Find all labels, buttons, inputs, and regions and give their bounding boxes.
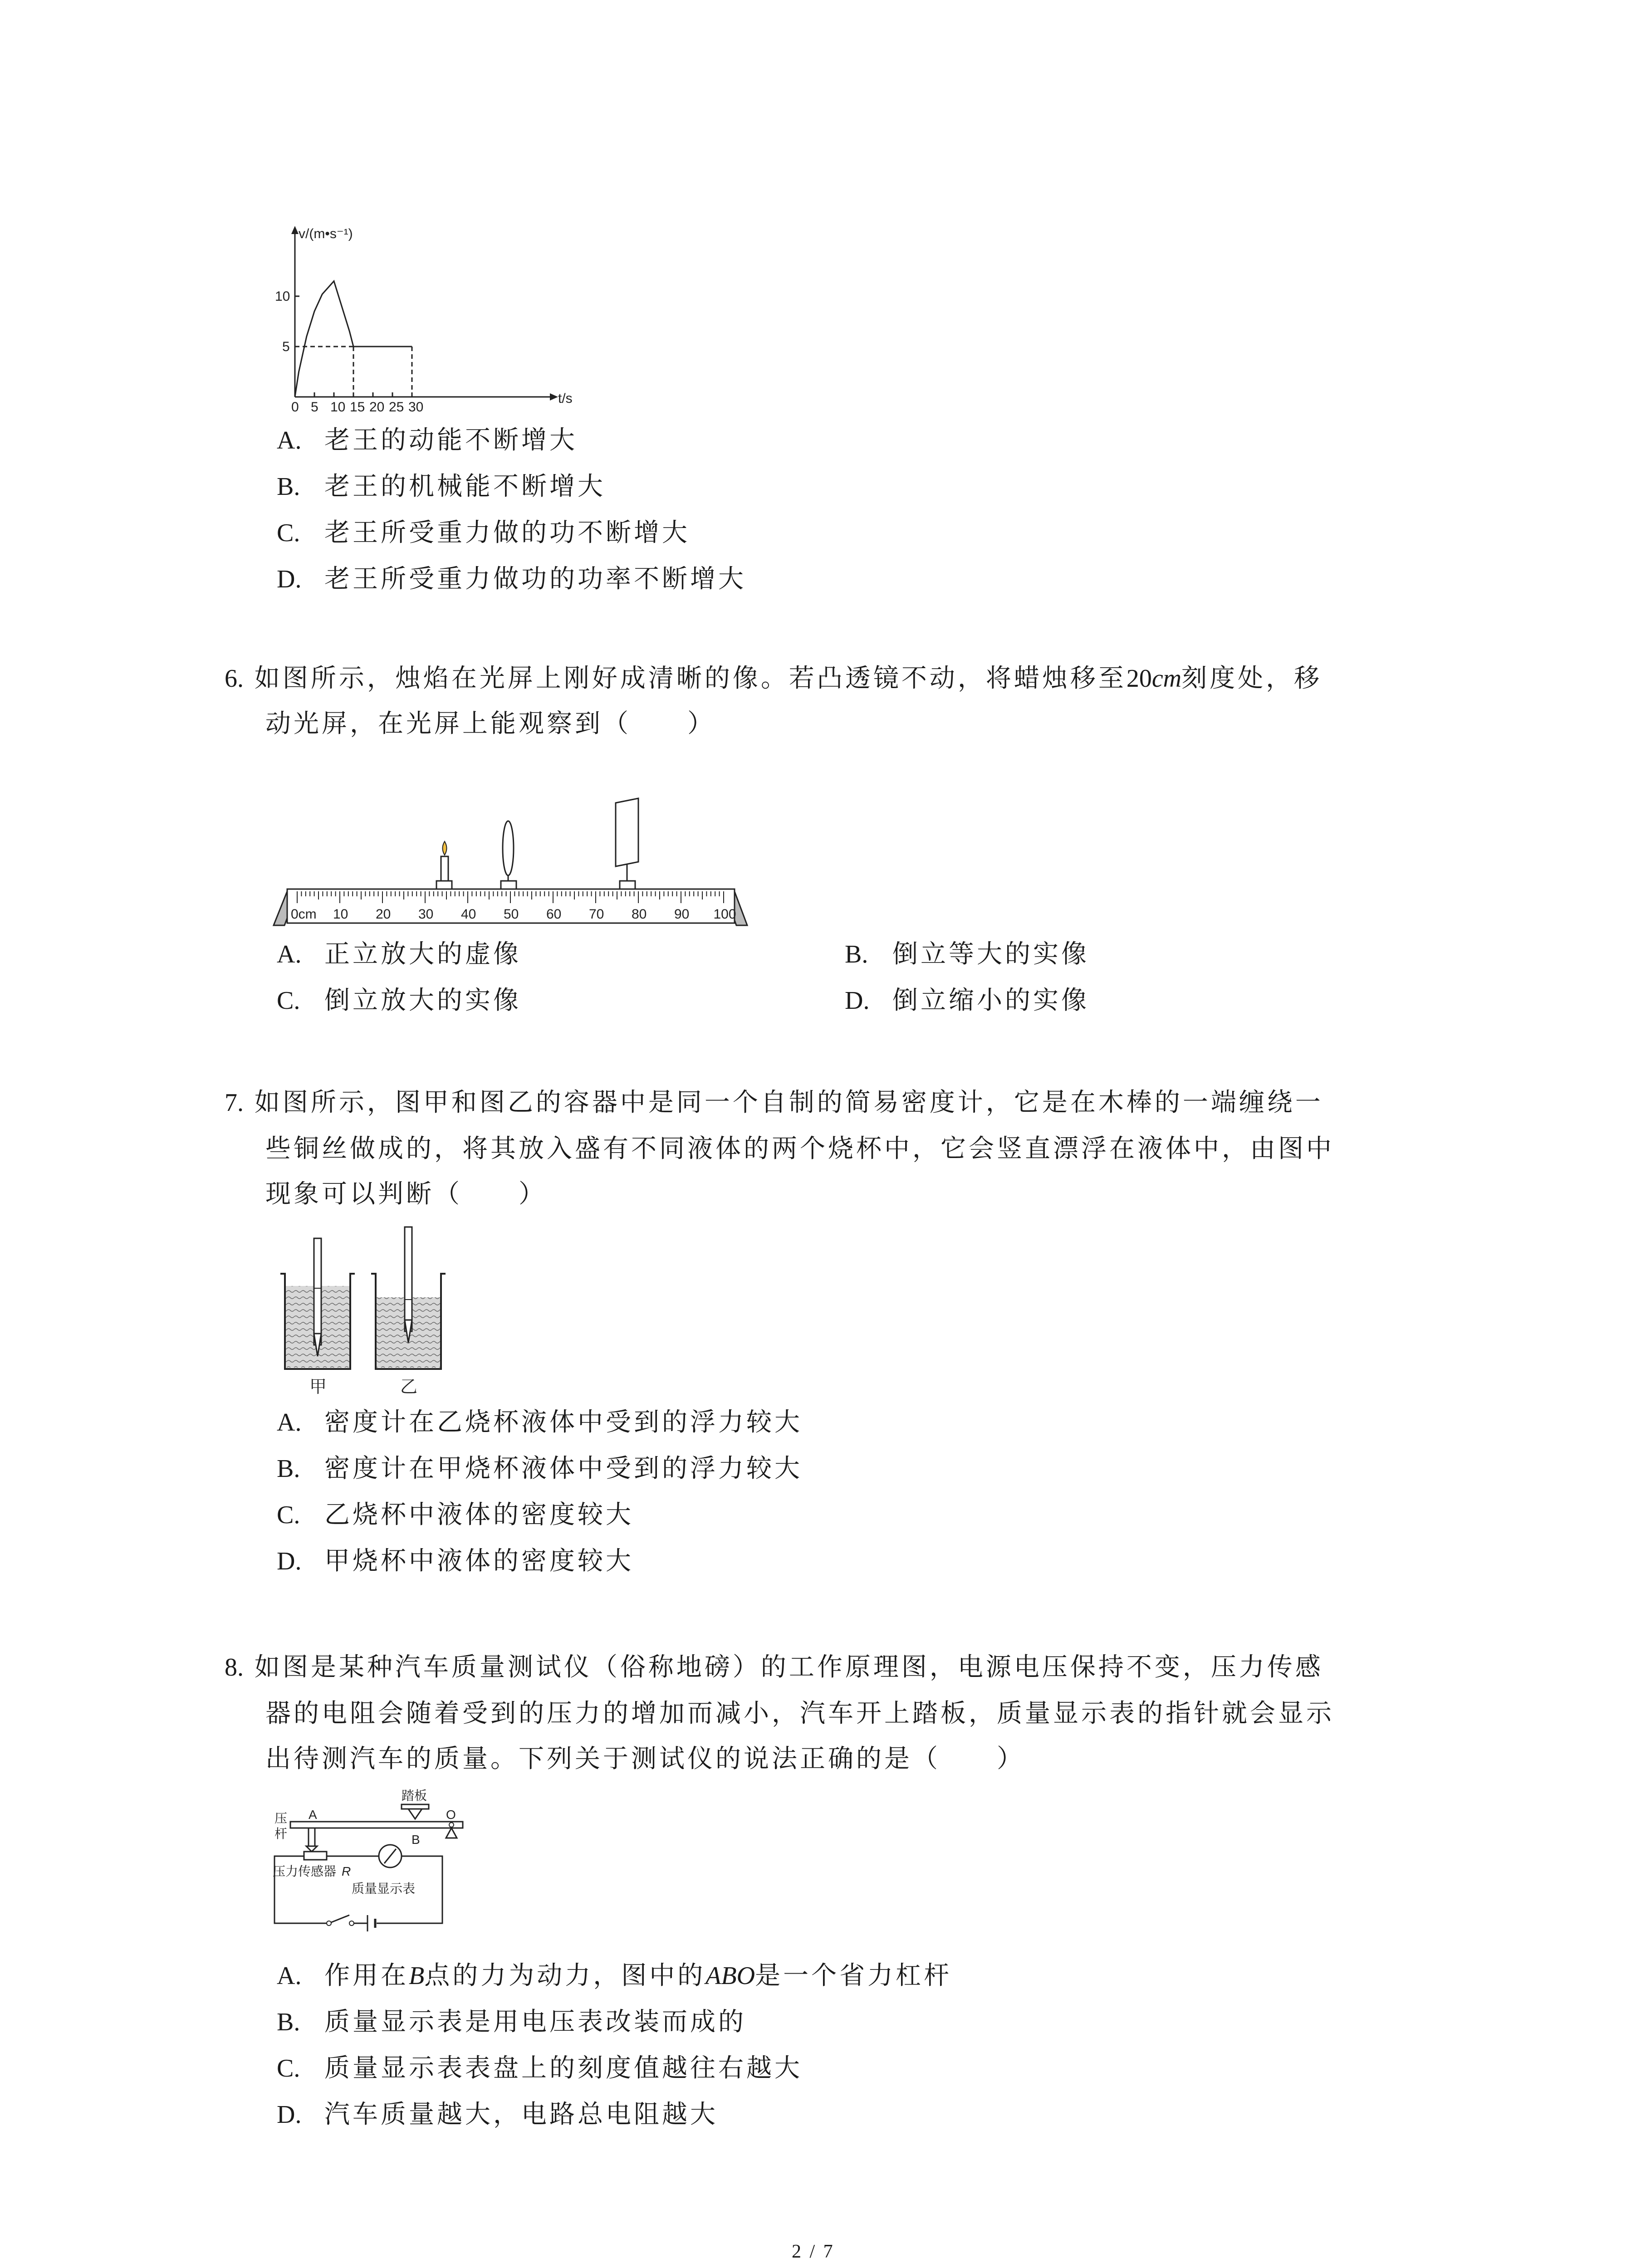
ruler-label: 100: [713, 907, 736, 922]
q8-stem-line3: 出待测汽车的质量。下列关于测试仪的说法正确的是（ ）: [265, 1744, 1025, 1774]
page-number: 2 / 7: [792, 2241, 835, 2262]
q5-option-c: C. 老王所受重力做的功不断增大: [277, 518, 690, 547]
svg-text:踏板: 踏板: [402, 1789, 427, 1803]
q8-stem-line1: 8. 如图是某种汽车质量测试仪（俗称地磅）的工作原理图，电源电压保持不变，压力传感: [225, 1652, 1323, 1682]
density-meter-yi: [405, 1227, 412, 1331]
ruler-label: 50: [504, 907, 519, 922]
convex-lens: [503, 821, 514, 875]
q8-scale-circuit-figure: [270, 1787, 483, 1950]
q5-velocity-time-graph: [272, 218, 590, 413]
ruler-label: 20: [376, 907, 391, 922]
ruler-label: 40: [461, 907, 476, 922]
q6-option-a: A. 正立放大的虚像: [277, 939, 521, 969]
x-tick-label: 30: [408, 400, 424, 413]
x-tick-label: 5: [311, 400, 318, 413]
q7-number: 7.: [225, 1089, 244, 1117]
label-jia: 甲: [309, 1378, 327, 1397]
fulcrum: [446, 1828, 457, 1838]
q7-stem-line1: 7. 如图所示，图甲和图乙的容器中是同一个自制的简易密度计，它是在木棒的一端缠绕一: [225, 1088, 1323, 1117]
svg-text:A: A: [309, 1808, 317, 1822]
q8-option-c: C. 质量显示表表盘上的刻度值越往右越大: [277, 2053, 803, 2083]
ruler-label: 90: [674, 907, 690, 922]
q7-density-meter-figure: [272, 1225, 463, 1402]
svg-text:压: 压: [274, 1811, 288, 1825]
q7-option-d: D. 甲烧杯中液体的密度较大: [277, 1546, 634, 1576]
q7-option-c: C. 乙烧杯中液体的密度较大: [277, 1500, 634, 1530]
ruler-label: 70: [589, 907, 604, 922]
y-tick-label: 5: [282, 339, 290, 354]
y-axis-arrow: [291, 226, 299, 234]
q6-stem-line2: 动光屏，在光屏上能观察到（ ）: [265, 709, 715, 738]
q7-stem-line2: 些铜丝做成的，将其放入盛有不同液体的两个烧杯中，它会竖直漂浮在液体中，由图中: [265, 1134, 1334, 1163]
light-screen: [616, 798, 638, 866]
svg-text:R: R: [342, 1864, 351, 1878]
q5-option-a: A. 老王的动能不断增大: [277, 425, 578, 455]
press-rod: [309, 1828, 315, 1846]
y-axis-label: v/(m•s⁻¹): [299, 226, 353, 241]
q6-optical-bench-figure: [270, 794, 755, 934]
x-axis-arrow: [550, 393, 558, 401]
q6-number: 6.: [225, 665, 244, 693]
x-tick-label: 20: [369, 400, 385, 413]
q8-option-a: A. 作用在B点的力为动力，图中的ABO是一个省力杠杆: [277, 1961, 952, 1990]
svg-text:杆: 杆: [274, 1827, 288, 1841]
q8-option-d: D. 汽车质量越大，电路总电阻越大: [277, 2100, 718, 2129]
ruler-label: 60: [546, 907, 562, 922]
q6-option-c: C. 倒立放大的实像: [277, 986, 521, 1015]
q7-stem-line3: 现象可以判断（ ）: [265, 1179, 547, 1209]
x-tick-label: 25: [389, 400, 404, 413]
q8-number: 8.: [225, 1653, 244, 1681]
ruler-label: 30: [418, 907, 434, 922]
pressure-sensor: [304, 1852, 327, 1860]
svg-text:B: B: [411, 1833, 420, 1847]
q6-option-d: D. 倒立缩小的实像: [845, 986, 1089, 1015]
y-tick-label: 10: [275, 289, 290, 304]
q6-option-b: B. 倒立等大的实像: [845, 939, 1089, 969]
candle-flame: [443, 841, 447, 855]
ruler-label: 10: [333, 907, 348, 922]
q6-stem-line1: 6. 如图所示，烛焰在光屏上刚好成清晰的像。若凸透镜不动，将蜡烛移至20cm刻度处，移: [225, 664, 1323, 693]
label-yi: 乙: [400, 1378, 418, 1397]
x-tick-label: 0: [291, 400, 299, 413]
ruler-label: 80: [632, 907, 647, 922]
lever-abo: [290, 1822, 463, 1828]
svg-text:压力传感器: 压力传感器: [273, 1864, 337, 1878]
switch: [331, 1915, 349, 1922]
q7-option-b: B. 密度计在甲烧杯液体中受到的浮力较大: [277, 1454, 803, 1483]
ruler-label: 0cm: [291, 907, 317, 922]
q5-option-d: D. 老王所受重力做功的功率不断增大: [277, 564, 746, 594]
x-tick-label: 15: [350, 400, 365, 413]
svg-text:O: O: [446, 1808, 456, 1822]
q7-option-a: A. 密度计在乙烧杯液体中受到的浮力较大: [277, 1408, 803, 1437]
q8-option-b: B. 质量显示表是用电压表改装而成的: [277, 2007, 746, 2037]
density-meter-jia: [314, 1238, 321, 1345]
q8-stem-line2: 器的电阻会随着受到的压力的增加而减小，汽车开上踏板，质量显示表的指针就会显示: [265, 1699, 1334, 1728]
candle: [441, 856, 448, 881]
svg-text:质量显示表: 质量显示表: [352, 1882, 416, 1896]
q5-option-b: B. 老王的机械能不断增大: [277, 472, 606, 501]
x-tick-label: 10: [330, 400, 346, 413]
x-axis-label: t/s: [558, 391, 573, 406]
